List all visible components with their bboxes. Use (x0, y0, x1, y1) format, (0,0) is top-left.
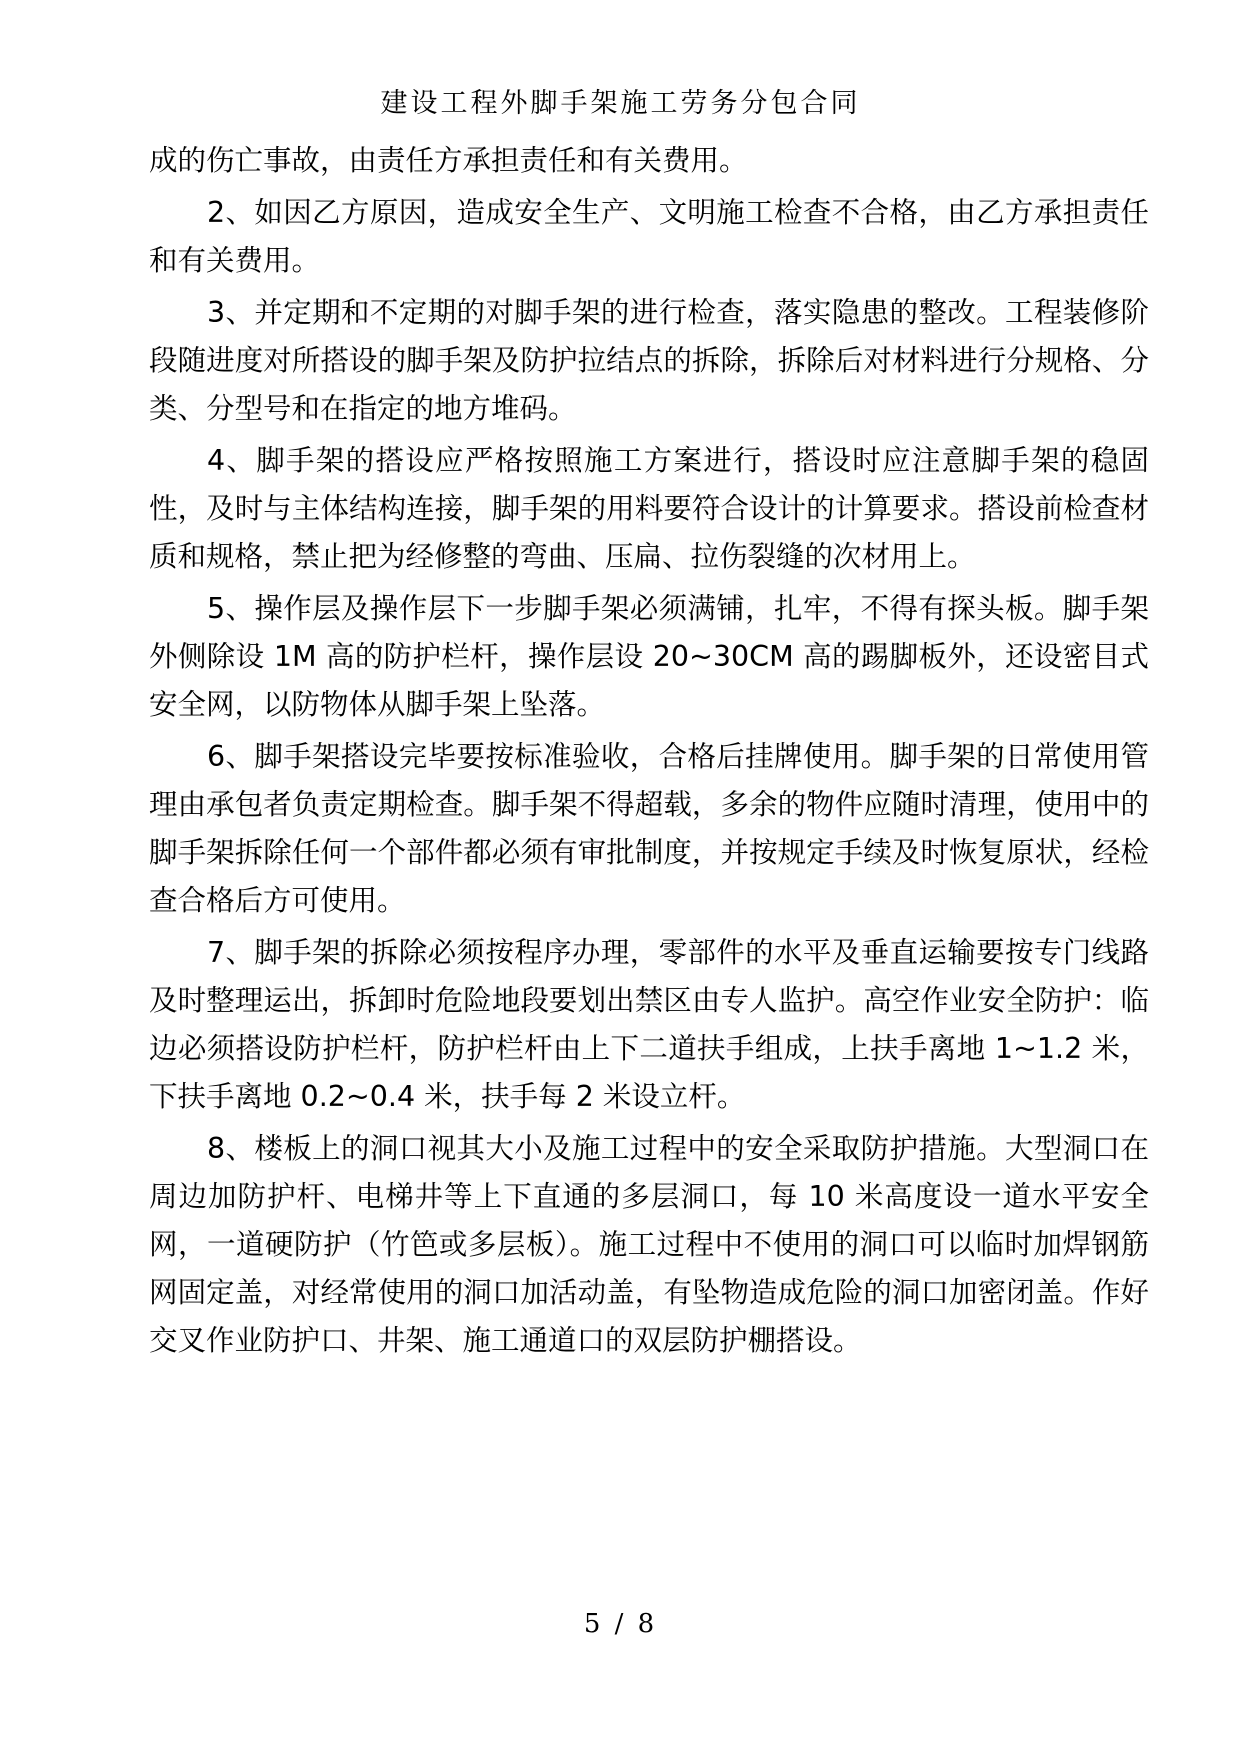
page-number: 5 / 8 (583, 1609, 658, 1639)
paragraph-item-3: 3、并定期和不定期的对脚手架的进行检查，落实隐患的整改。工程装修阶段随进度对所搭设的脚手架及防护拉结点的拆除，拆除后对材料进行分规格、分类、分型号和在指定的地方堆码。 (149, 296, 1149, 425)
page-header-title: 建设工程外脚手架施工劳务分包合同 (380, 88, 861, 119)
paragraph-item-7: 7、脚手架的拆除必须按程序办理，零部件的水平及垂直运输要按专门线路及时整理运出，拆卸时危险地段要划出禁区由专人监护。高空作业安全防护：临边必须搭设防护栏杆，防护栏杆由上下二道扶手组成，上扶手离地 1~1.2 米，下扶手离地 0.2~0.4 米，扶手每 2 米设立杆。 (149, 936, 1149, 1113)
paragraph-item-2: 2、如因乙方原因，造成安全生产、文明施工检查不合格，由乙方承担责任和有关费用。 (149, 196, 1149, 277)
paragraph-item-6: 6、脚手架搭设完毕要按标准验收，合格后挂牌使用。脚手架的日常使用管理由承包者负责定期检查。脚手架不得超载，多余的物件应随时清理，使用中的脚手架拆除任何一个部件都必须有审批制度，并按规定手续及时恢复原状，经检查合格后方可使用。 (149, 740, 1149, 917)
paragraph-item-4: 4、脚手架的搭设应严格按照施工方案进行，搭设时应注意脚手架的稳固性，及时与主体结构连接，脚手架的用料要符合设计的计算要求。搭设前检查材质和规格，禁止把为经修整的弯曲、压扁、拉伤裂缝的次材用上。 (149, 444, 1149, 573)
paragraph-item-8: 8、楼板上的洞口视其大小及施工过程中的安全采取防护措施。大型洞口在周边加防护杆、电梯井等上下直通的多层洞口，每 10 米高度设一道水平安全网，一道硬防护（竹笆或多层板）。施工过程中不使用的洞口可以临时加焊钢筋网固定盖，对经常使用的洞口加活动盖，有坠物造成危险的洞口加密闭盖。作好交叉作业防护口、井架、施工通道口的双层防护棚搭设。 (149, 1132, 1149, 1357)
paragraph-item-5: 5、操作层及操作层下一步脚手架必须满铺，扎牢，不得有探头板。脚手架外侧除设 1M 高的防护栏杆，操作层设 20~30CM 高的踢脚板外，还设密目式安全网，以防物体从脚手架上坠落。 (149, 592, 1149, 721)
document-body (149, 137, 1149, 1369)
paragraph-continuation: 成的伤亡事故，由责任方承担责任和有关费用。 (149, 144, 748, 177)
